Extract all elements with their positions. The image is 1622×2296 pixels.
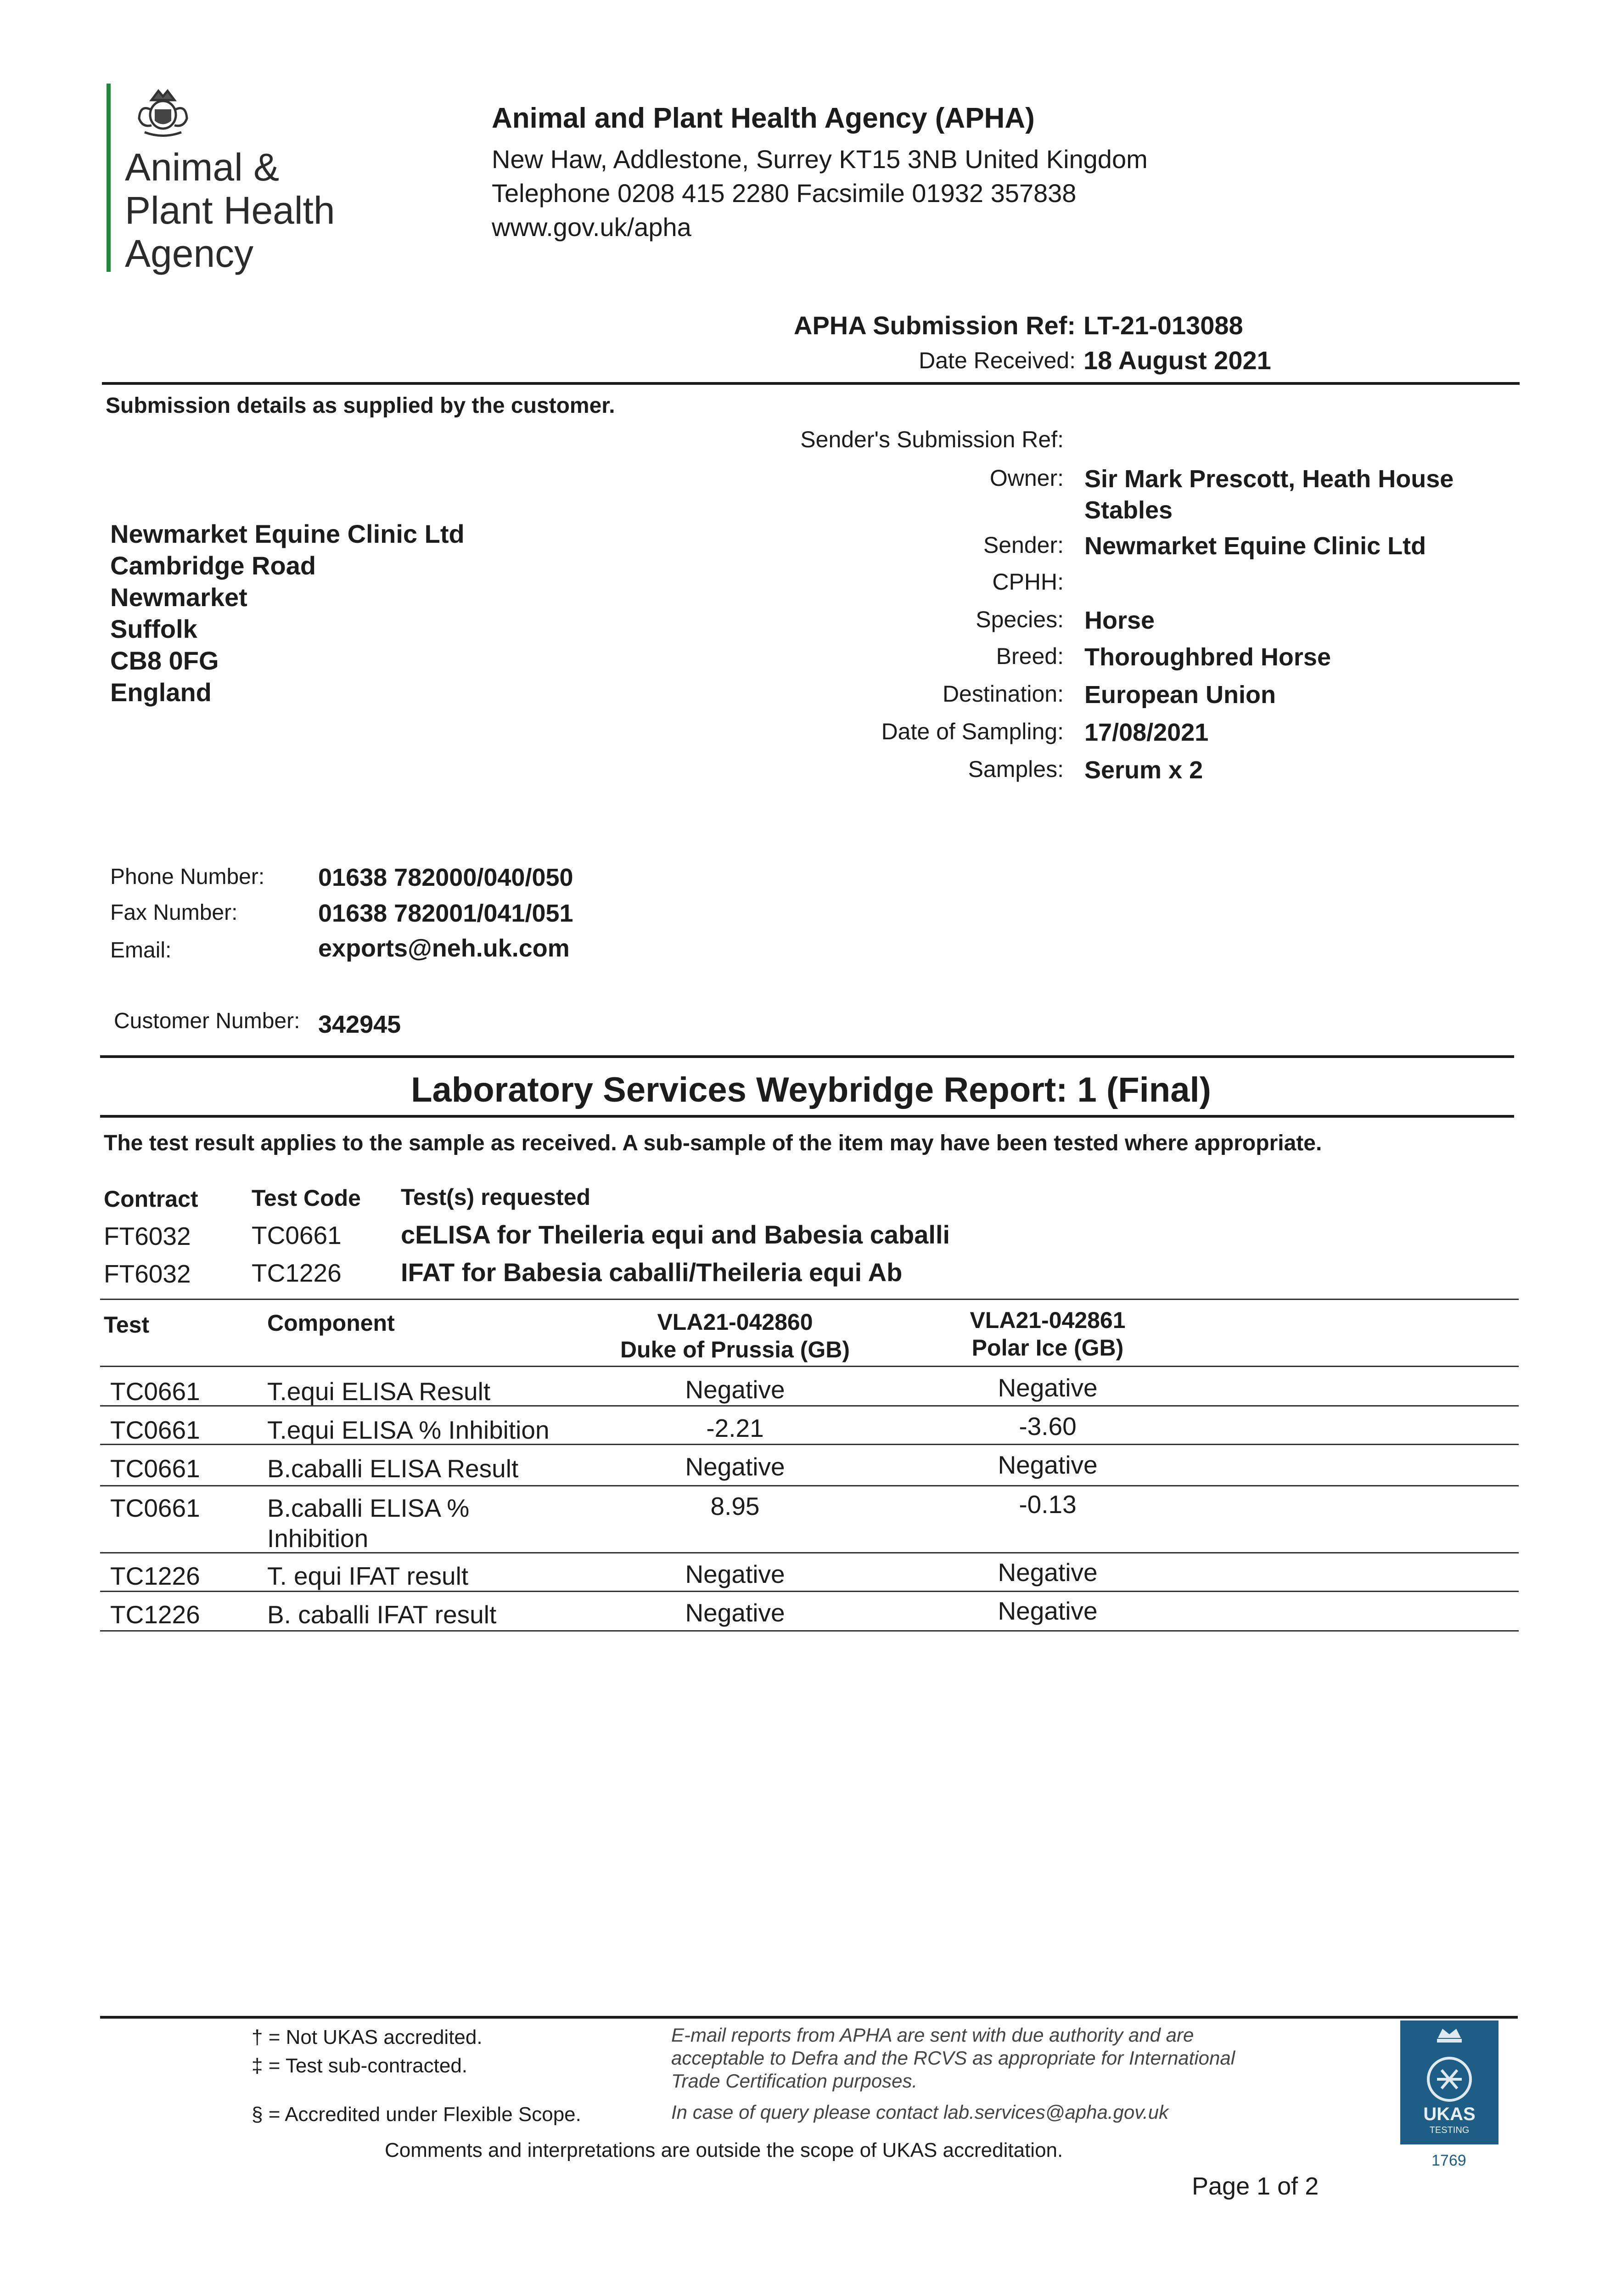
agency-website: www.gov.uk/apha	[492, 213, 691, 242]
ukas-testing-mark	[1400, 2020, 1499, 2144]
date-received-label: Date Received:	[919, 348, 1076, 373]
samples-label: Samples:	[968, 756, 1064, 782]
result-test: TC0661	[110, 1454, 200, 1483]
result-sample-1: Negative	[685, 1375, 785, 1404]
result-sample-1: Negative	[685, 1598, 785, 1627]
destination-label: Destination:	[942, 681, 1064, 707]
header-divider	[102, 382, 1520, 385]
date-of-sampling-value: 17/08/2021	[1084, 719, 1209, 746]
customer-number-value: 342945	[318, 1011, 401, 1038]
row-rule	[100, 1444, 1519, 1445]
sample-2-id: VLA21-042861	[970, 1307, 1126, 1333]
report-divider-top	[100, 1055, 1514, 1058]
result-component: B. caballi IFAT result	[267, 1600, 497, 1629]
footnote-subcontracted: ‡ = Test sub-contracted.	[252, 2054, 468, 2077]
col-contract-header: Contract	[104, 1186, 198, 1212]
query-contact: In case of query please contact lab.services@apha.gov.uk	[671, 2101, 1169, 2123]
email-label: Email:	[110, 938, 172, 962]
owner-value-line-1: Sir Mark Prescott, Heath House	[1084, 465, 1454, 493]
result-sample-2: Negative	[998, 1373, 1098, 1402]
result-test: TC0661	[110, 1494, 200, 1522]
row-rule	[100, 1591, 1519, 1592]
result-sample-1: -2.21	[706, 1414, 764, 1442]
address-line-4: Suffolk	[110, 614, 197, 643]
row-rule	[100, 1405, 1519, 1407]
result-test: TC1226	[110, 1600, 200, 1629]
ukas-comments-note: Comments and interpretations are outside the scope of UKAS accreditation.	[385, 2139, 1063, 2161]
result-sample-2: Negative	[998, 1451, 1098, 1479]
result-test: TC1226	[110, 1562, 200, 1590]
page-number: Page 1 of 2	[1192, 2172, 1319, 2200]
samples-value: Serum x 2	[1084, 756, 1203, 784]
col-test-code-header: Test Code	[252, 1185, 361, 1211]
royal-crest-icon	[126, 82, 200, 139]
sample-2-name: Polar Ice (GB)	[971, 1335, 1124, 1361]
test-contract: FT6032	[104, 1222, 191, 1250]
fax-value: 01638 782001/041/051	[318, 900, 573, 927]
submission-note: Submission details as supplied by the customer.	[106, 394, 615, 418]
result-sample-2: -3.60	[1019, 1412, 1077, 1441]
ukas-wordmark: UKAS	[1423, 2104, 1476, 2124]
logo-accent-bar	[107, 84, 111, 272]
footnote-not-accredited: † = Not UKAS accredited.	[252, 2026, 483, 2048]
result-test: TC0661	[110, 1377, 200, 1406]
address-line-6: England	[110, 678, 212, 707]
sample-1-id: VLA21-042860	[657, 1309, 813, 1335]
report-title: Laboratory Services Weybridge Report: 1 (Final)	[411, 1070, 1211, 1109]
customer-number-label: Customer Number:	[114, 1009, 300, 1033]
sender-label: Sender:	[983, 532, 1064, 558]
ukas-testing-label: TESTING	[1429, 2125, 1470, 2135]
submission-ref-value: LT-21-013088	[1083, 311, 1243, 340]
test-contract: FT6032	[104, 1260, 191, 1288]
logo-line-1: Animal &	[125, 146, 280, 189]
results-bottom-rule	[100, 1630, 1519, 1632]
owner-label: Owner:	[989, 465, 1064, 491]
result-component: T.equi ELISA Result	[267, 1377, 491, 1406]
result-sample-2: Negative	[998, 1558, 1098, 1587]
agency-phone-fax: Telephone 0208 415 2280 Facsimile 01932 357838	[492, 179, 1077, 208]
logo-line-2: Plant Health	[125, 189, 335, 232]
date-of-sampling-label: Date of Sampling:	[881, 719, 1064, 744]
sender-value: Newmarket Equine Clinic Ltd	[1084, 532, 1426, 560]
address-line-1: Newmarket Equine Clinic Ltd	[110, 519, 465, 548]
destination-value: European Union	[1084, 681, 1276, 709]
result-sample-1: Negative	[685, 1560, 785, 1588]
breed-value: Thoroughbred Horse	[1084, 643, 1331, 671]
test-code: TC0661	[252, 1221, 342, 1249]
submission-ref-label: APHA Submission Ref:	[794, 311, 1076, 340]
row-rule	[100, 1552, 1519, 1553]
date-received-value: 18 August 2021	[1083, 346, 1271, 375]
phone-label: Phone Number:	[110, 865, 265, 889]
agency-name: Animal and Plant Health Agency (APHA)	[492, 102, 1035, 134]
report-note: The test result applies to the sample as received. A sub-sample of the item may have been tested where appropriate.	[104, 1131, 1322, 1155]
results-col-component: Component	[267, 1310, 395, 1336]
ukas-number: 1769	[1431, 2152, 1466, 2169]
fax-label: Fax Number:	[110, 900, 238, 925]
senders-ref-label: Sender's Submission Ref:	[800, 427, 1064, 452]
result-sample-1: 8.95	[710, 1492, 760, 1520]
sample-1-name: Duke of Prussia (GB)	[620, 1337, 850, 1362]
phone-value: 01638 782000/040/050	[318, 864, 573, 891]
owner-value-line-2: Stables	[1084, 496, 1173, 524]
logo-line-3: Agency	[125, 232, 254, 275]
cphh-label: CPHH:	[992, 569, 1064, 595]
breed-label: Breed:	[996, 643, 1064, 669]
result-sample-2: -0.13	[1019, 1490, 1077, 1519]
ukas-crown-icon	[1400, 2020, 1499, 2108]
result-component: B.caballi ELISA %	[267, 1494, 470, 1522]
email-note-line-2: acceptable to Defra and the RCVS as appropriate for International	[671, 2047, 1235, 2069]
results-top-rule	[100, 1299, 1519, 1300]
results-header-rule	[100, 1366, 1519, 1367]
row-rule	[100, 1485, 1519, 1486]
test-code: TC1226	[252, 1259, 342, 1287]
report-divider-bottom	[100, 1115, 1514, 1118]
email-note-line-1: E-mail reports from APHA are sent with due authority and are	[671, 2024, 1194, 2046]
agency-address: New Haw, Addlestone, Surrey KT15 3NB United Kingdom	[492, 145, 1148, 174]
footer-divider	[100, 2016, 1518, 2019]
test-requested: IFAT for Babesia caballi/Theileria equi Ab	[401, 1258, 903, 1287]
results-col-test: Test	[104, 1312, 150, 1338]
address-line-3: Newmarket	[110, 583, 247, 612]
address-line-5: CB8 0FG	[110, 646, 219, 675]
result-component: T. equi IFAT result	[267, 1562, 469, 1590]
result-component-continued: Inhibition	[267, 1524, 369, 1553]
email-value: exports@neh.uk.com	[318, 934, 570, 962]
species-label: Species:	[976, 607, 1064, 632]
result-component: B.caballi ELISA Result	[267, 1454, 519, 1483]
result-test: TC0661	[110, 1416, 200, 1444]
result-component: T.equi ELISA % Inhibition	[267, 1416, 550, 1444]
result-sample-2: Negative	[998, 1597, 1098, 1625]
address-line-2: Cambridge Road	[110, 551, 316, 580]
email-note-line-3: Trade Certification purposes.	[671, 2070, 918, 2092]
test-requested: cELISA for Theileria equi and Babesia caballi	[401, 1220, 950, 1249]
col-tests-requested-header: Test(s) requested	[401, 1184, 591, 1210]
footnote-flexible-scope: § = Accredited under Flexible Scope.	[252, 2103, 581, 2126]
result-sample-1: Negative	[685, 1452, 785, 1481]
species-value: Horse	[1084, 607, 1155, 634]
